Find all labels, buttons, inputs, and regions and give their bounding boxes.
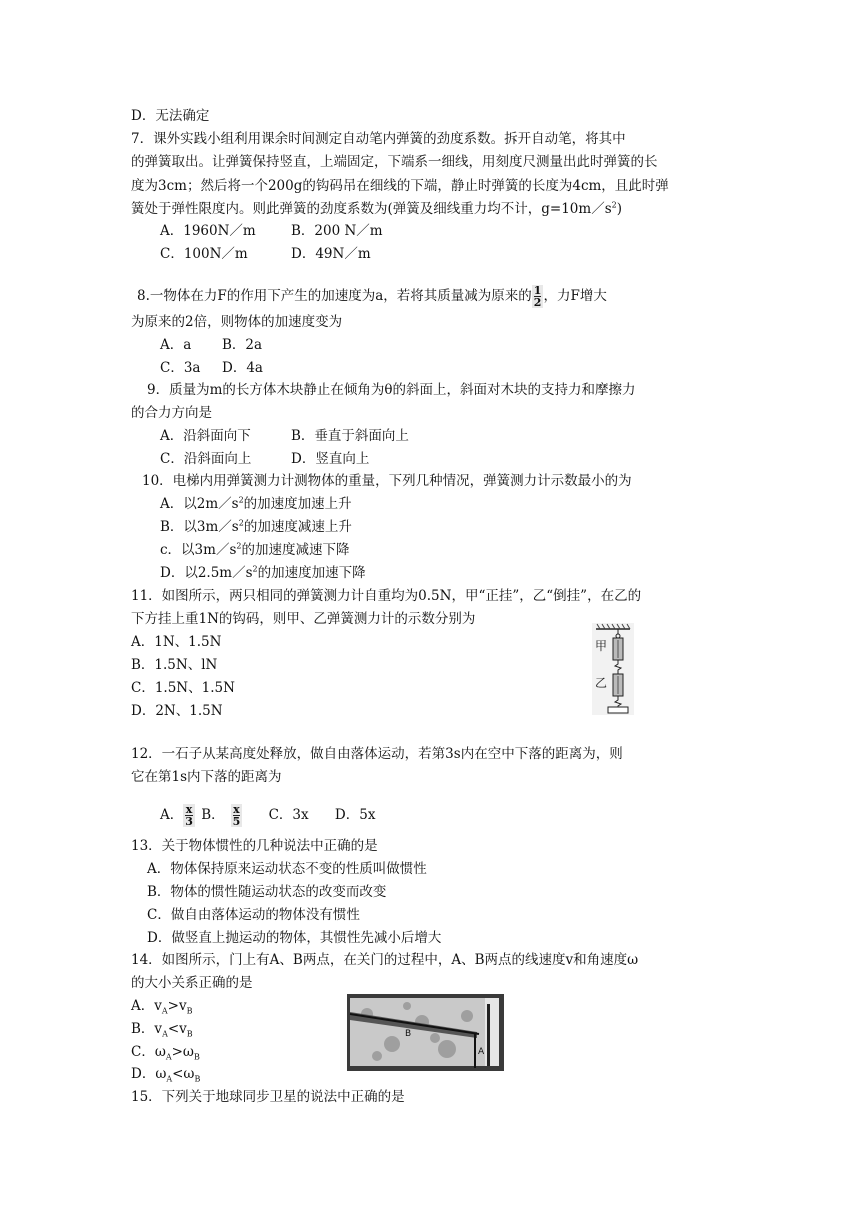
q8-fraction-numerator: 1 xyxy=(533,284,542,297)
q12-option-d: D．5x xyxy=(334,807,376,823)
q12-option-a-denominator: 3 xyxy=(185,815,193,828)
q11-option-c: C．1.5N、1.5N xyxy=(131,680,235,696)
q13-option-b: B．物体的惯性随运动状态的改变而改变 xyxy=(147,884,387,900)
q14-option-d-sub2: B xyxy=(194,1074,201,1084)
door-point-a: A xyxy=(478,1047,485,1057)
q11-option-b: B．1.5N、lN xyxy=(131,657,218,673)
q9-stem-line1: 9．质量为m的长方体木块静止在倾角为θ的斜面上，斜面对木块的支持力和摩擦力 xyxy=(147,382,636,398)
q8-fraction xyxy=(532,285,544,308)
q14-option-d-sub1: A xyxy=(166,1074,173,1084)
q14-option-b-text: B．v xyxy=(131,1021,163,1037)
q14-option-d-mid: <ω xyxy=(172,1066,195,1082)
q7-stem-line2: 的弹簧取出。让弹簧保持竖直，上端固定，下端系一细线，用刻度尺测量出此时弹簧的长 xyxy=(131,154,658,170)
q7-option-a: A．1960N／m xyxy=(160,223,256,239)
q10-option-b-text: B．以3m／s xyxy=(160,519,239,535)
q9-option-b: B．垂直于斜面向上 xyxy=(291,428,409,444)
q12-option-b-denominator: 5 xyxy=(232,815,241,828)
q14-option-a-text: A．v xyxy=(131,998,162,1014)
q8-stem-text: 8.一物体在力F的作用下产生的加速度为a，若将其质量减为原来的 xyxy=(137,288,532,304)
q10-option-a-text: A．以2m／s xyxy=(160,496,239,512)
q8-fraction-denominator: 2 xyxy=(533,296,542,309)
q10-option-b xyxy=(160,517,352,537)
q11-stem-line1: 11．如图所示，两只相同的弹簧测力计自重均为0.5N，甲“正挂”，乙“倒挂”，在乙的 xyxy=(131,588,642,604)
q14-option-a-mid: >v xyxy=(167,998,187,1014)
q14-stem-line1: 14．如图所示，门上有A、B两点，在关门的过程中，A、B两点的线速度v和角速度ω xyxy=(131,952,639,968)
q7-stem-line4-text: 簧处于弹性限度内。则此弹簧的劲度系数为(弹簧及细线重力均不计，g=10m／s xyxy=(131,201,612,217)
q10-superscript: 2 xyxy=(252,564,258,574)
q8-option-d: D．4a xyxy=(222,360,263,376)
q10-option-c xyxy=(160,540,349,560)
q14-option-b-sub1: A xyxy=(162,1029,168,1039)
q7-superscript: 2 xyxy=(611,200,617,210)
q13-option-d: D．做竖直上抛运动的物体，其惯性先减小后增大 xyxy=(147,930,442,946)
q10-option-b-text-end: 的加速度减速上升 xyxy=(243,519,352,535)
q10-superscript: 2 xyxy=(236,541,242,551)
q14-option-a-sub2: B xyxy=(186,1006,193,1016)
q8-option-c: C．3a xyxy=(160,360,201,376)
q10-option-d-text-end: 的加速度加速下降 xyxy=(257,565,366,581)
label-yi: 乙 xyxy=(595,676,608,690)
q12-option-a-label: A． xyxy=(160,807,184,823)
q11-stem-line2: 下方挂上重1N的钩码，则甲、乙弹簧测力计的示数分别为 xyxy=(131,611,476,627)
q14-option-a-sub1: A xyxy=(161,1006,168,1016)
q14-option-b-mid: <v xyxy=(167,1021,187,1037)
q7-stem-line4-end: ) xyxy=(616,201,623,217)
q14-option-b xyxy=(131,1019,193,1039)
spring-scales-figure xyxy=(592,623,634,715)
q9-option-a: A．沿斜面向下 xyxy=(160,428,251,444)
q10-option-d-text: D．以2.5m／s xyxy=(160,565,253,581)
q10-superscript: 2 xyxy=(238,495,244,505)
q9-option-c: C．沿斜面向上 xyxy=(160,451,252,467)
q12-option-a-numerator: x xyxy=(185,803,193,816)
q11-option-a: A．1N、1.5N xyxy=(131,634,222,650)
q10-option-d xyxy=(160,563,366,583)
q14-option-c-mid: >ω xyxy=(171,1044,194,1060)
q7-option-c: C．100N／m xyxy=(160,246,248,262)
q12-options xyxy=(160,804,375,827)
q6-option-d: D．无法确定 xyxy=(131,108,210,124)
q13-option-c: C．做自由落体运动的物体没有惯性 xyxy=(147,907,360,923)
door-point-b: B xyxy=(405,1029,412,1039)
q8-stem-text-end: ，力F增大 xyxy=(543,288,607,304)
q10-superscript: 2 xyxy=(238,518,244,528)
q14-option-d xyxy=(131,1064,200,1084)
q7-stem-line4 xyxy=(131,199,622,219)
q10-option-c-text-end: 的加速度减速下降 xyxy=(241,542,350,558)
q8-option-a: A．a xyxy=(160,337,192,353)
q15-stem: 15．下列关于地球同步卫星的说法中正确的是 xyxy=(131,1089,405,1105)
q10-stem: 10．电梯内用弹簧测力计测物体的重量，下列几种情况，弹簧测力计示数最小的为 xyxy=(142,473,632,489)
q8-option-b: B．2a xyxy=(222,337,263,353)
q14-option-c xyxy=(131,1042,200,1062)
q12-option-b-fraction xyxy=(231,804,243,827)
q12-stem-line2: 它在第1s内下落的距离为 xyxy=(131,769,282,785)
q9-option-d: D．竖直向上 xyxy=(291,451,370,467)
q13-option-a: A．物体保持原来运动状态不变的性质叫做惯性 xyxy=(147,861,427,877)
q10-option-a-text-end: 的加速度加速上升 xyxy=(243,496,352,512)
q11-option-d: D．2N、1.5N xyxy=(131,703,223,719)
q10-option-a xyxy=(160,494,352,514)
q10-option-c-text: c．以3m／s xyxy=(160,542,237,558)
q14-option-d-text: D．ω xyxy=(131,1066,167,1082)
q14-option-c-text: C．ω xyxy=(131,1044,166,1060)
q14-option-c-sub2: B xyxy=(193,1052,200,1062)
q7-stem-line3: 度为3cm；然后将一个200g的钩码吊在细线的下端，静止时弹簧的长度为4cm，且此时弹 xyxy=(131,178,669,194)
q13-stem: 13．关于物体惯性的几种说法中正确的是 xyxy=(131,838,378,854)
q9-stem-line2: 的合力方向是 xyxy=(131,405,212,421)
q12-option-b-numerator: x xyxy=(233,803,240,816)
q14-option-a xyxy=(131,996,193,1016)
label-jia: 甲 xyxy=(595,639,608,653)
q12-stem-line1: 12．一石子从某高度处释放，做自由落体运动，若第3s内在空中下落的距离为，则 xyxy=(131,746,623,762)
q7-stem-line1: 7．课外实践小组利用课余时间测定自动笔内弹簧的劲度系数。拆开自动笔，将其中 xyxy=(131,131,626,147)
q14-option-b-sub2: B xyxy=(186,1029,193,1039)
q14-option-c-sub1: A xyxy=(165,1052,172,1062)
q12-option-b-label: B． xyxy=(201,807,225,823)
q8-stem-line1 xyxy=(137,285,607,308)
q7-option-d: D．49N／m xyxy=(291,246,371,262)
q7-option-b: B．200 N／m xyxy=(291,223,383,239)
q12-option-c: C．3x xyxy=(268,807,309,823)
q8-stem-line2: 为原来的2倍，则物体的加速度变为 xyxy=(131,314,343,330)
door-figure xyxy=(347,994,504,1071)
q12-option-a-fraction xyxy=(183,804,195,827)
q14-stem-line2: 的大小关系正确的是 xyxy=(131,975,253,991)
